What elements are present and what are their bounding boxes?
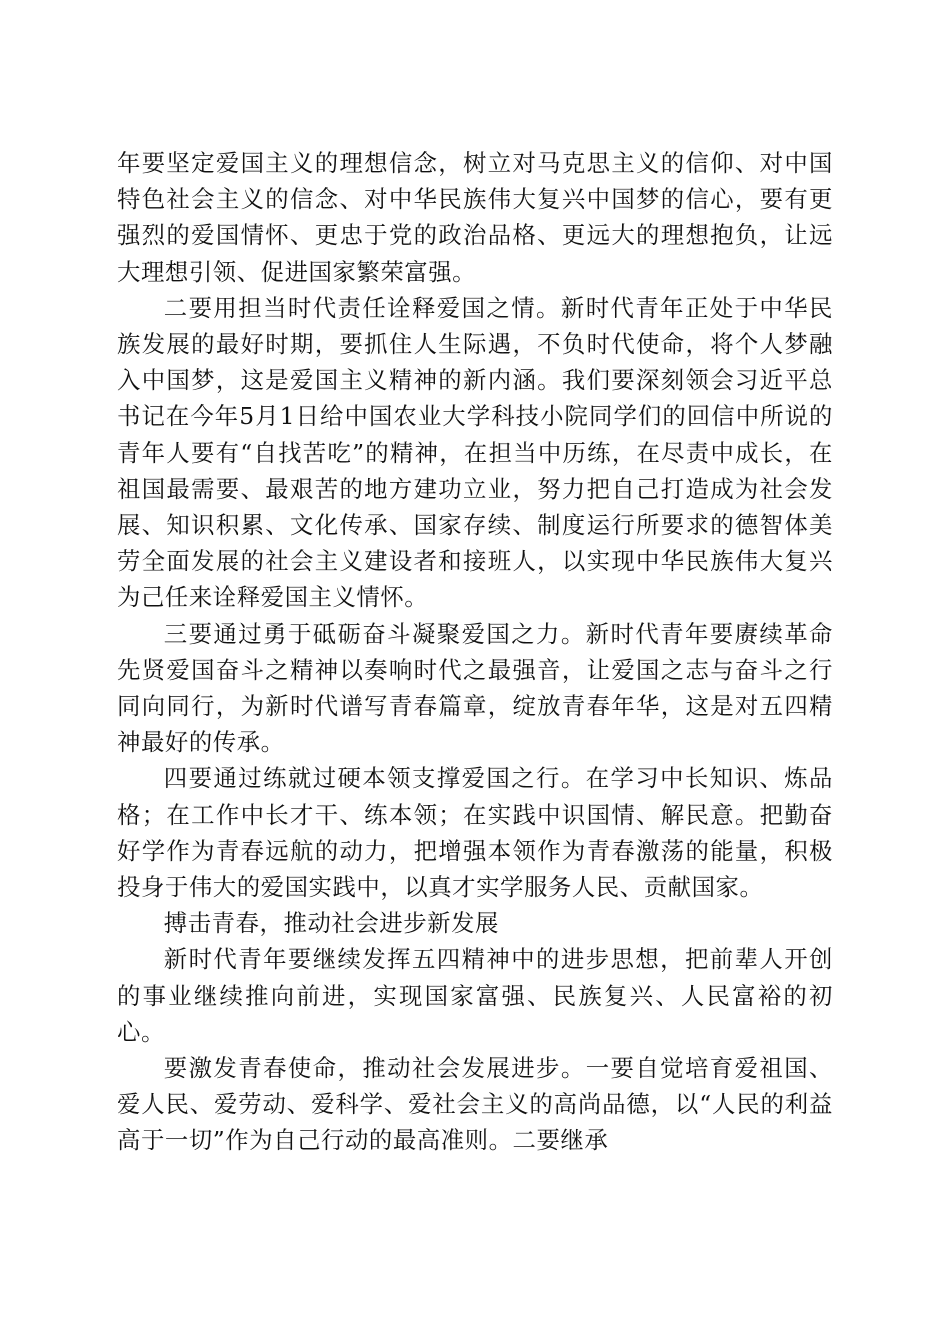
paragraph-continuation: 年要坚定爱国主义的理想信念，树立对马克思主义的信仰、对中国特色社会主义的信念、对中华民族伟大复兴中国梦的信心，要有更强烈的爱国情怀、更忠于党的政治品格、更远大的理想抱负，让远大理想引领、促进国家繁荣富强。	[117, 149, 833, 286]
paragraph-mission: 要激发青春使命，推动社会发展进步。一要自觉培育爱祖国、爱人民、爱劳动、爱科学、爱社会主义的高尚品德，以“人民的利益高于一切”作为自己行动的最高准则。二要继承	[117, 1054, 833, 1155]
paragraph-third-point: 三要通过勇于砥砺奋斗凝聚爱国之力。新时代青年要赓续革命先贤爱国奋斗之精神以奏响时代之最强音，让爱国之志与奋斗之行同向同行，为新时代谱写青春篇章，绽放青春年华，这是对五四精神最好的传承。	[117, 619, 833, 757]
section-heading: 搏击青春，推动社会进步新发展	[163, 909, 499, 938]
paragraph-fourth-point: 四要通过练就过硬本领支撑爱国之行。在学习中长知识、炼品格；在工作中长才干、练本领；在实践中识国情、解民意。把勤奋好学作为青春远航的动力，把增强本领作为青春激荡的能量，积极投身于伟大的爱国实践中，以真才实学服务人民、贡献国家。	[117, 764, 833, 902]
paragraph-second-point: 二要用担当时代责任诠释爱国之情。新时代青年正处于中华民族发展的最好时期，要抓住人生际遇，不负时代使命，将个人梦融入中国梦，这是爱国主义精神的新内涵。我们要深刻领会习近平总书记在今年5月1日给中国农业大学科技小院同学们的回信中所说的青年人要有“自找苦吃”的精神，在担当中历练，在尽责中成长，在祖国最需要、最艰苦的地方建功立业，努力把自己打造成为社会发展、知识积累、文化传承、国家存续、制度运行所要求的德智体美劳全面发展的社会主义建设者和接班人，以实现中华民族伟大复兴为己任来诠释爱国主义情怀。	[117, 293, 833, 612]
document-body	[117, 145, 833, 1159]
paragraph-section-intro: 新时代青年要继续发挥五四精神中的进步思想，把前辈人开创的事业继续推向前进，实现国家富强、民族复兴、人民富裕的初心。	[117, 945, 833, 1046]
